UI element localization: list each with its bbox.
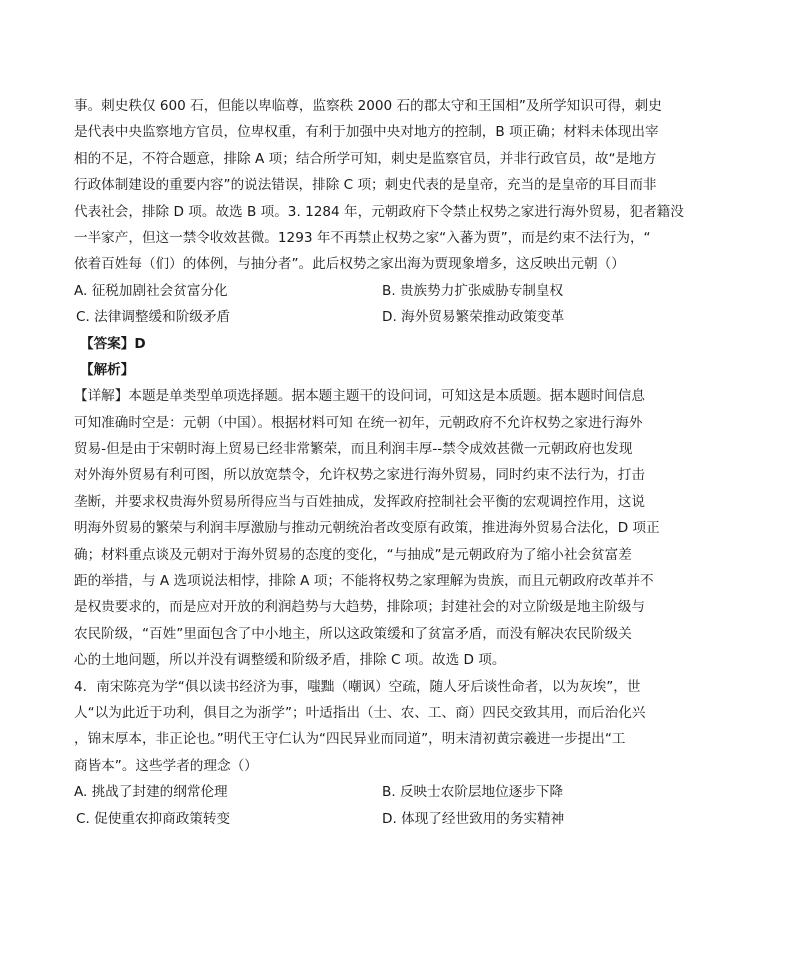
text-line: 一半家产，但这一禁令收效甚微。1293 年不再禁止权势之家“入蕃为贾”，而是约束不法行为，“ — [74, 229, 651, 246]
q3-option-c: C. 法律调整缓和阶级矛盾 — [76, 309, 231, 326]
text-line: ，锦末厚本，非正论也。”明代王守仁认为“四民异业而同道”，明末清初黄宗羲进一步提出“工 — [74, 731, 626, 748]
q4-option-b: B. 反映士农阶层地位逐步下降 — [382, 784, 564, 801]
text-line: 4．南宋陈亮为学“俱以读书经济为事，嗤黜（嘲讽）空疏，随人牙后谈性命者，以为灰埃”，世 — [74, 678, 641, 695]
q3-option-b: B. 贵族势力扩张威胁专制皇权 — [382, 282, 564, 299]
document-page — [74, 93, 710, 832]
text-line: 农民阶级，“百姓”里面包含了中小地主，所以这政策缓和了贫富矛盾，而没有解决农民阶级关 — [74, 625, 632, 642]
q4-option-d: D. 体现了经世致用的务实精神 — [382, 810, 565, 827]
q3-option-d: D. 海外贸易繁荣推动政策变革 — [382, 309, 565, 326]
q3-answer: 【答案】D — [80, 335, 146, 352]
q4-options-row-2 — [74, 806, 710, 832]
text-line: 相的不足，不符合题意，排除 A 项；结合所学可知，刺史是监察官员，并非行政官员，故“是地方 — [74, 150, 657, 167]
text-line: 【详解】本题是单类型单项选择题。据本题主题干的设问词，可知这是本质题。据本题时间信息 — [74, 388, 645, 405]
text-line: 可知准确时空是：元朝（中国）。根据材料可知 在统一初年，元朝政府不允许权势之家进行海外 — [74, 414, 643, 431]
q3-options-row-2 — [74, 304, 710, 330]
text-line: 贸易-但是由于宋朝时海上贸易已经非常繁荣，而且利润丰厚--禁令成效甚微一元朝政府也发现 — [74, 441, 633, 458]
q4-options-row-1 — [74, 779, 710, 805]
q4-stem — [74, 674, 710, 780]
text-line: 是代表中央监察地方官员，位卑权重，有利于加强中央对地方的控制，B 项正确；材料未体现出宰 — [74, 124, 659, 141]
text-line: 事。刺史秩仅 600 石，但能以卑临尊，监察秩 2000 石的郡太守和王国相”及所学知识可得，刺史 — [74, 98, 662, 114]
q4-option-a: A. 挑战了封建的纲常伦理 — [74, 784, 228, 801]
text-line: 垄断，并要求权贵海外贸易所得应当与百姓抽成，发挥政府控制社会平衡的宏观调控作用，这说 — [74, 493, 645, 510]
text-line: 依着百姓每（们）的体例，与抽分者”。此后权势之家出海为贾现象增多，这反映出元朝（） — [74, 256, 625, 273]
q4-option-c: C. 促使重农抑商政策转变 — [76, 810, 231, 827]
q3-option-a: A. 征税加剧社会贫富分化 — [74, 282, 228, 299]
q3-analysis-body — [74, 383, 710, 673]
q3-options-row-1 — [74, 278, 710, 304]
text-line: 商皆本”。这些学者的理念（） — [74, 757, 258, 774]
q3-analysis-heading: 【解析】 — [80, 361, 135, 378]
text-line: 距的举措，与 A 选项说法相悖，排除 A 项；不能将权势之家理解为贵族，而且元朝政府改革并不 — [74, 573, 654, 590]
text-line: 对外海外贸易有利可图，所以放宽禁令，允许权势之家进行海外贸易，同时约束不法行为，打击 — [74, 467, 645, 484]
q3-explanation-tail — [74, 93, 710, 278]
text-line: 确；材料重点谈及元朝对于海外贸易的态度的变化，“与抽成”是元朝政府为了缩小社会贫富差 — [74, 546, 632, 563]
text-line: 代表社会，排除 D 项。故选 B 项。3. 1284 年，元朝政府下令禁止权势之家进行海外贸易，犯者籍没 — [74, 203, 684, 220]
text-line: 是权贵要求的，而是应对开放的利润趋势与大趋势，排除项；封建社会的对立阶级是地主阶级与 — [74, 599, 645, 616]
text-line: 人“以为此近于功利，俱目之为浙学”；叶适指出（士、农、工、商）四民交致其用，而后治化兴 — [74, 704, 646, 721]
text-line: 行政体制建设的重要内容”的说法错误，排除 C 项；刺史代表的是皇帝，充当的是皇帝的耳目而非 — [74, 177, 657, 194]
text-line: 明海外贸易的繁荣与利润丰厚激励与推动元朝统治者改变原有政策，推进海外贸易合法化，D 项正 — [74, 520, 660, 537]
text-line: 心的土地问题，所以并没有调整缓和阶级矛盾，排除 C 项。故选 D 项。 — [74, 652, 506, 669]
